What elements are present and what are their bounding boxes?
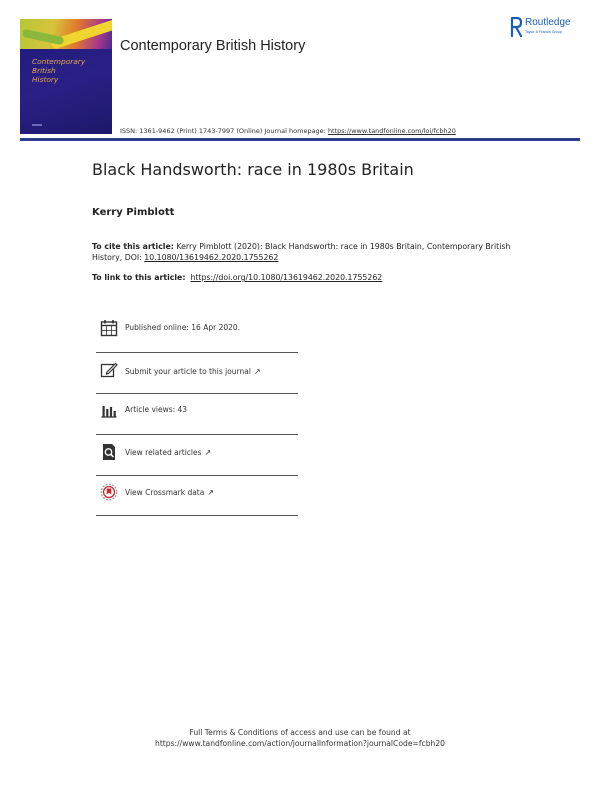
crossmark-label: View Crossmark data — [125, 488, 205, 497]
related-articles-label: View related articles — [125, 448, 202, 457]
journal-cover-image — [20, 19, 112, 134]
external-link-icon: ↗ — [253, 367, 261, 376]
journal-title: Contemporary British History — [120, 38, 306, 54]
divider — [96, 434, 298, 435]
crossmark-link[interactable] — [125, 488, 214, 497]
article-views-item — [96, 401, 298, 441]
footer-terms-link[interactable]: https://www.tandfonline.com/action/journalInformation?journalCode=fcbh20 — [155, 739, 445, 748]
cover-title-line: British — [32, 66, 56, 75]
article-views: Article views: 43 — [125, 405, 188, 414]
published-date: Published online: 16 Apr 2020. — [125, 323, 241, 332]
issn-text: ISSN: 1361-9462 (Print) 1743-7997 (Online) Journal homepage: — [120, 127, 328, 135]
bar-chart-icon — [100, 401, 118, 419]
crossmark-icon — [100, 483, 118, 501]
submit-article-label: Submit your article to this journal — [125, 367, 251, 376]
article-link-line — [92, 273, 382, 282]
submit-article-link[interactable] — [125, 367, 261, 376]
calendar-icon — [100, 319, 118, 337]
article-title: Black Handsworth: race in 1980s Britain — [92, 160, 414, 179]
citation-text: Kerry Pimblott (2020): Black Handsworth: race in 1980s Britain, Contemporary British History, DOI: — [92, 242, 511, 262]
footer — [0, 727, 600, 749]
citation-label: To cite this article: — [92, 242, 174, 251]
submit-article-item[interactable] — [96, 361, 298, 401]
cover-title-line: Contemporary — [32, 57, 86, 66]
divider — [96, 475, 298, 476]
edit-icon — [100, 361, 118, 379]
article-author: Kerry Pimblott — [92, 207, 175, 218]
external-link-icon: ↗ — [204, 448, 212, 457]
header-divider — [20, 138, 580, 141]
external-link-icon: ↗ — [207, 488, 215, 497]
publisher-tagline: Taylor & Francis Group — [525, 30, 562, 34]
citation — [92, 241, 532, 263]
divider — [96, 393, 298, 394]
doi-link[interactable]: 10.1080/13619462.2020.1755262 — [144, 253, 279, 262]
journal-homepage-link[interactable]: https://www.tandfonline.com/loi/fcbh20 — [327, 127, 456, 135]
related-articles-item[interactable] — [96, 443, 298, 483]
divider — [96, 515, 298, 516]
document-search-icon — [100, 443, 118, 461]
routledge-r-icon — [510, 17, 522, 37]
article-url-link[interactable]: https://doi.org/10.1080/13619462.2020.1755262 — [190, 273, 383, 282]
divider — [96, 352, 298, 353]
issn-line — [120, 127, 456, 135]
routledge-logo — [510, 17, 585, 39]
link-label: To link to this article: — [92, 273, 186, 282]
related-articles-link[interactable] — [125, 448, 211, 457]
footer-terms-text: Full Terms & Conditions of access and use can be found at — [189, 728, 411, 737]
cover-title — [32, 57, 110, 84]
publisher-name: Routledge — [525, 17, 571, 28]
cover-footer-mark — [32, 124, 42, 126]
crossmark-item[interactable] — [96, 483, 298, 523]
published-online-item — [96, 319, 298, 359]
cover-title-line: History — [32, 75, 59, 84]
